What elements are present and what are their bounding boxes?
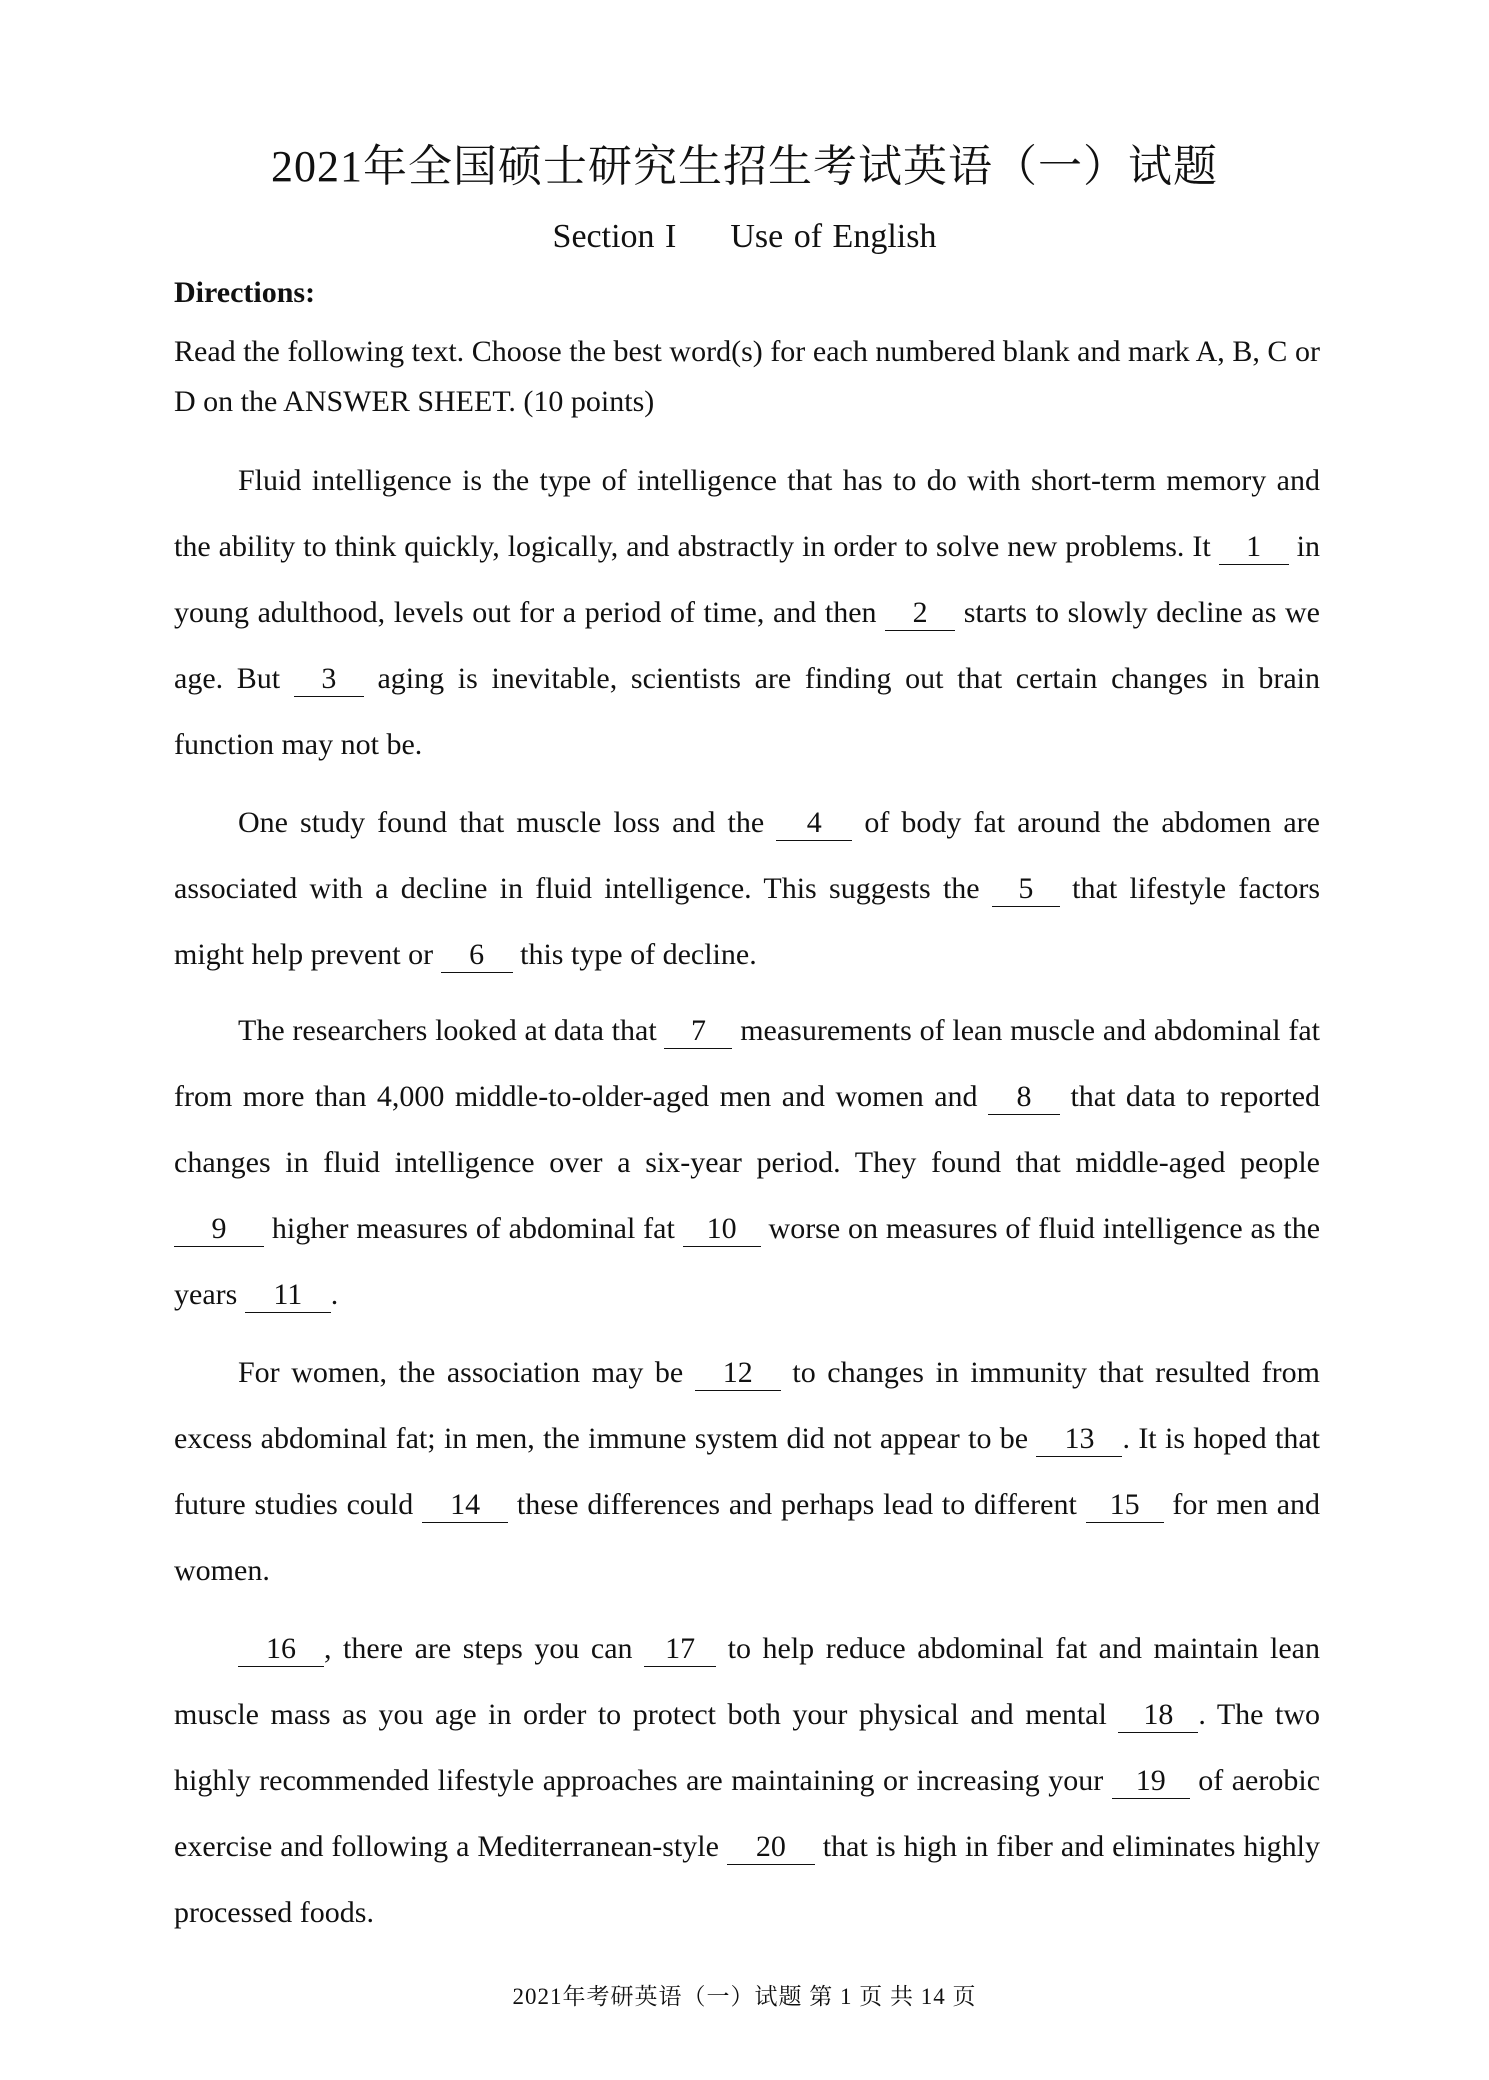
passage-text: aging is inevitable, scientists are finding out that certain changes in brain function may not be. xyxy=(174,662,1321,761)
section-name: Use of English xyxy=(730,218,937,255)
passage-text: measurements of lean muscle and abdominal fat from more than 4,000 middle-to-older-aged men and women and xyxy=(174,1014,1320,1113)
passage-text: One study found that muscle loss and the xyxy=(238,806,777,839)
passage-text: higher measures of abdominal fat xyxy=(264,1212,683,1245)
answer-blank-8: 8 xyxy=(988,1082,1060,1115)
page-footer: 2021年考研英语（一）试题 第 1 页 共 14 页 xyxy=(512,1984,977,2009)
answer-blank-10: 10 xyxy=(683,1214,761,1247)
passage-text: for men and women. xyxy=(174,1488,1321,1587)
passage-text: that is high in fiber and eliminates highly processed foods. xyxy=(174,1830,1320,1929)
answer-blank-6: 6 xyxy=(441,940,513,973)
answer-blank-20: 20 xyxy=(727,1832,815,1865)
section-part: Section I xyxy=(552,218,677,255)
passage-text: that lifestyle factors might help prevent or xyxy=(174,872,1320,971)
passage-text: to help reduce abdominal fat and maintain lean muscle mass as you age in order to protect both your physical and mental xyxy=(174,1632,1321,1731)
passage-text: worse on measures of fluid intelligence as the years xyxy=(174,1212,1321,1311)
answer-blank-13: 13 xyxy=(1036,1424,1122,1457)
passage-text: For women, the association may be xyxy=(238,1356,695,1389)
answer-blank-17: 17 xyxy=(644,1634,716,1667)
answer-blank-2: 2 xyxy=(885,598,955,631)
passage-paragraph-1 xyxy=(174,448,1320,778)
directions-text: Read the following text. Choose the best word(s) for each numbered blank and mark A, B, C or D on the ANSWER SHEET. (10 points) xyxy=(174,335,1320,418)
page-title: 2021年全国硕士研究生招生考试英语（一）试题 xyxy=(271,142,1218,191)
answer-blank-15: 15 xyxy=(1086,1490,1164,1523)
passage-text: . xyxy=(330,1278,339,1311)
answer-blank-4: 4 xyxy=(776,808,852,841)
passage-text: Fluid intelligence is the type of intelligence that has to do with short-term memory and the ability to think quickly, logically, and abstractly in order to solve new problems. It xyxy=(174,464,1320,563)
passage-paragraph-5 xyxy=(174,1616,1320,1946)
passage-text: these differences and perhaps lead to different xyxy=(508,1488,1086,1521)
passage-text: . The two highly recommended lifestyle approaches are maintaining or increasing your xyxy=(174,1698,1320,1797)
section-heading xyxy=(0,218,1489,256)
passage-text: that data to reported changes in fluid intelligence over a six-year period. They found that middle-aged people xyxy=(174,1080,1321,1179)
passage-text: to changes in immunity that resulted from excess abdominal fat; in men, the immune system did not appear to be xyxy=(174,1356,1320,1455)
answer-blank-5: 5 xyxy=(992,874,1060,907)
answer-blank-12: 12 xyxy=(695,1358,781,1391)
passage-text: of aerobic exercise and following a Mediterranean-style xyxy=(174,1764,1321,1863)
passage-text: starts to slowly decline as we age. But xyxy=(174,596,1320,695)
passage-text: , there are steps you can xyxy=(324,1632,645,1665)
answer-blank-11: 11 xyxy=(245,1280,331,1313)
answer-blank-18: 18 xyxy=(1118,1700,1198,1733)
answer-blank-16: 16 xyxy=(238,1634,324,1667)
passage-text: in young adulthood, levels out for a period of time, and then xyxy=(174,530,1320,629)
passage-text: of body fat around the abdomen are associated with a decline in fluid intelligence. This suggests the xyxy=(174,806,1320,905)
directions-heading: Directions: xyxy=(174,276,316,309)
passage-text: this type of decline. xyxy=(512,938,757,971)
answer-blank-7: 7 xyxy=(664,1016,732,1049)
passage-paragraph-3 xyxy=(174,998,1320,1328)
answer-blank-14: 14 xyxy=(422,1490,508,1523)
answer-blank-1: 1 xyxy=(1219,532,1289,565)
answer-blank-3: 3 xyxy=(294,664,364,697)
passage-text: The researchers looked at data that xyxy=(238,1014,665,1047)
answer-blank-19: 19 xyxy=(1112,1766,1190,1799)
answer-blank-9: 9 xyxy=(174,1214,264,1247)
passage-text: . It is hoped that future studies could xyxy=(174,1422,1320,1521)
passage-paragraph-4 xyxy=(174,1340,1320,1604)
passage-paragraph-2 xyxy=(174,790,1320,988)
